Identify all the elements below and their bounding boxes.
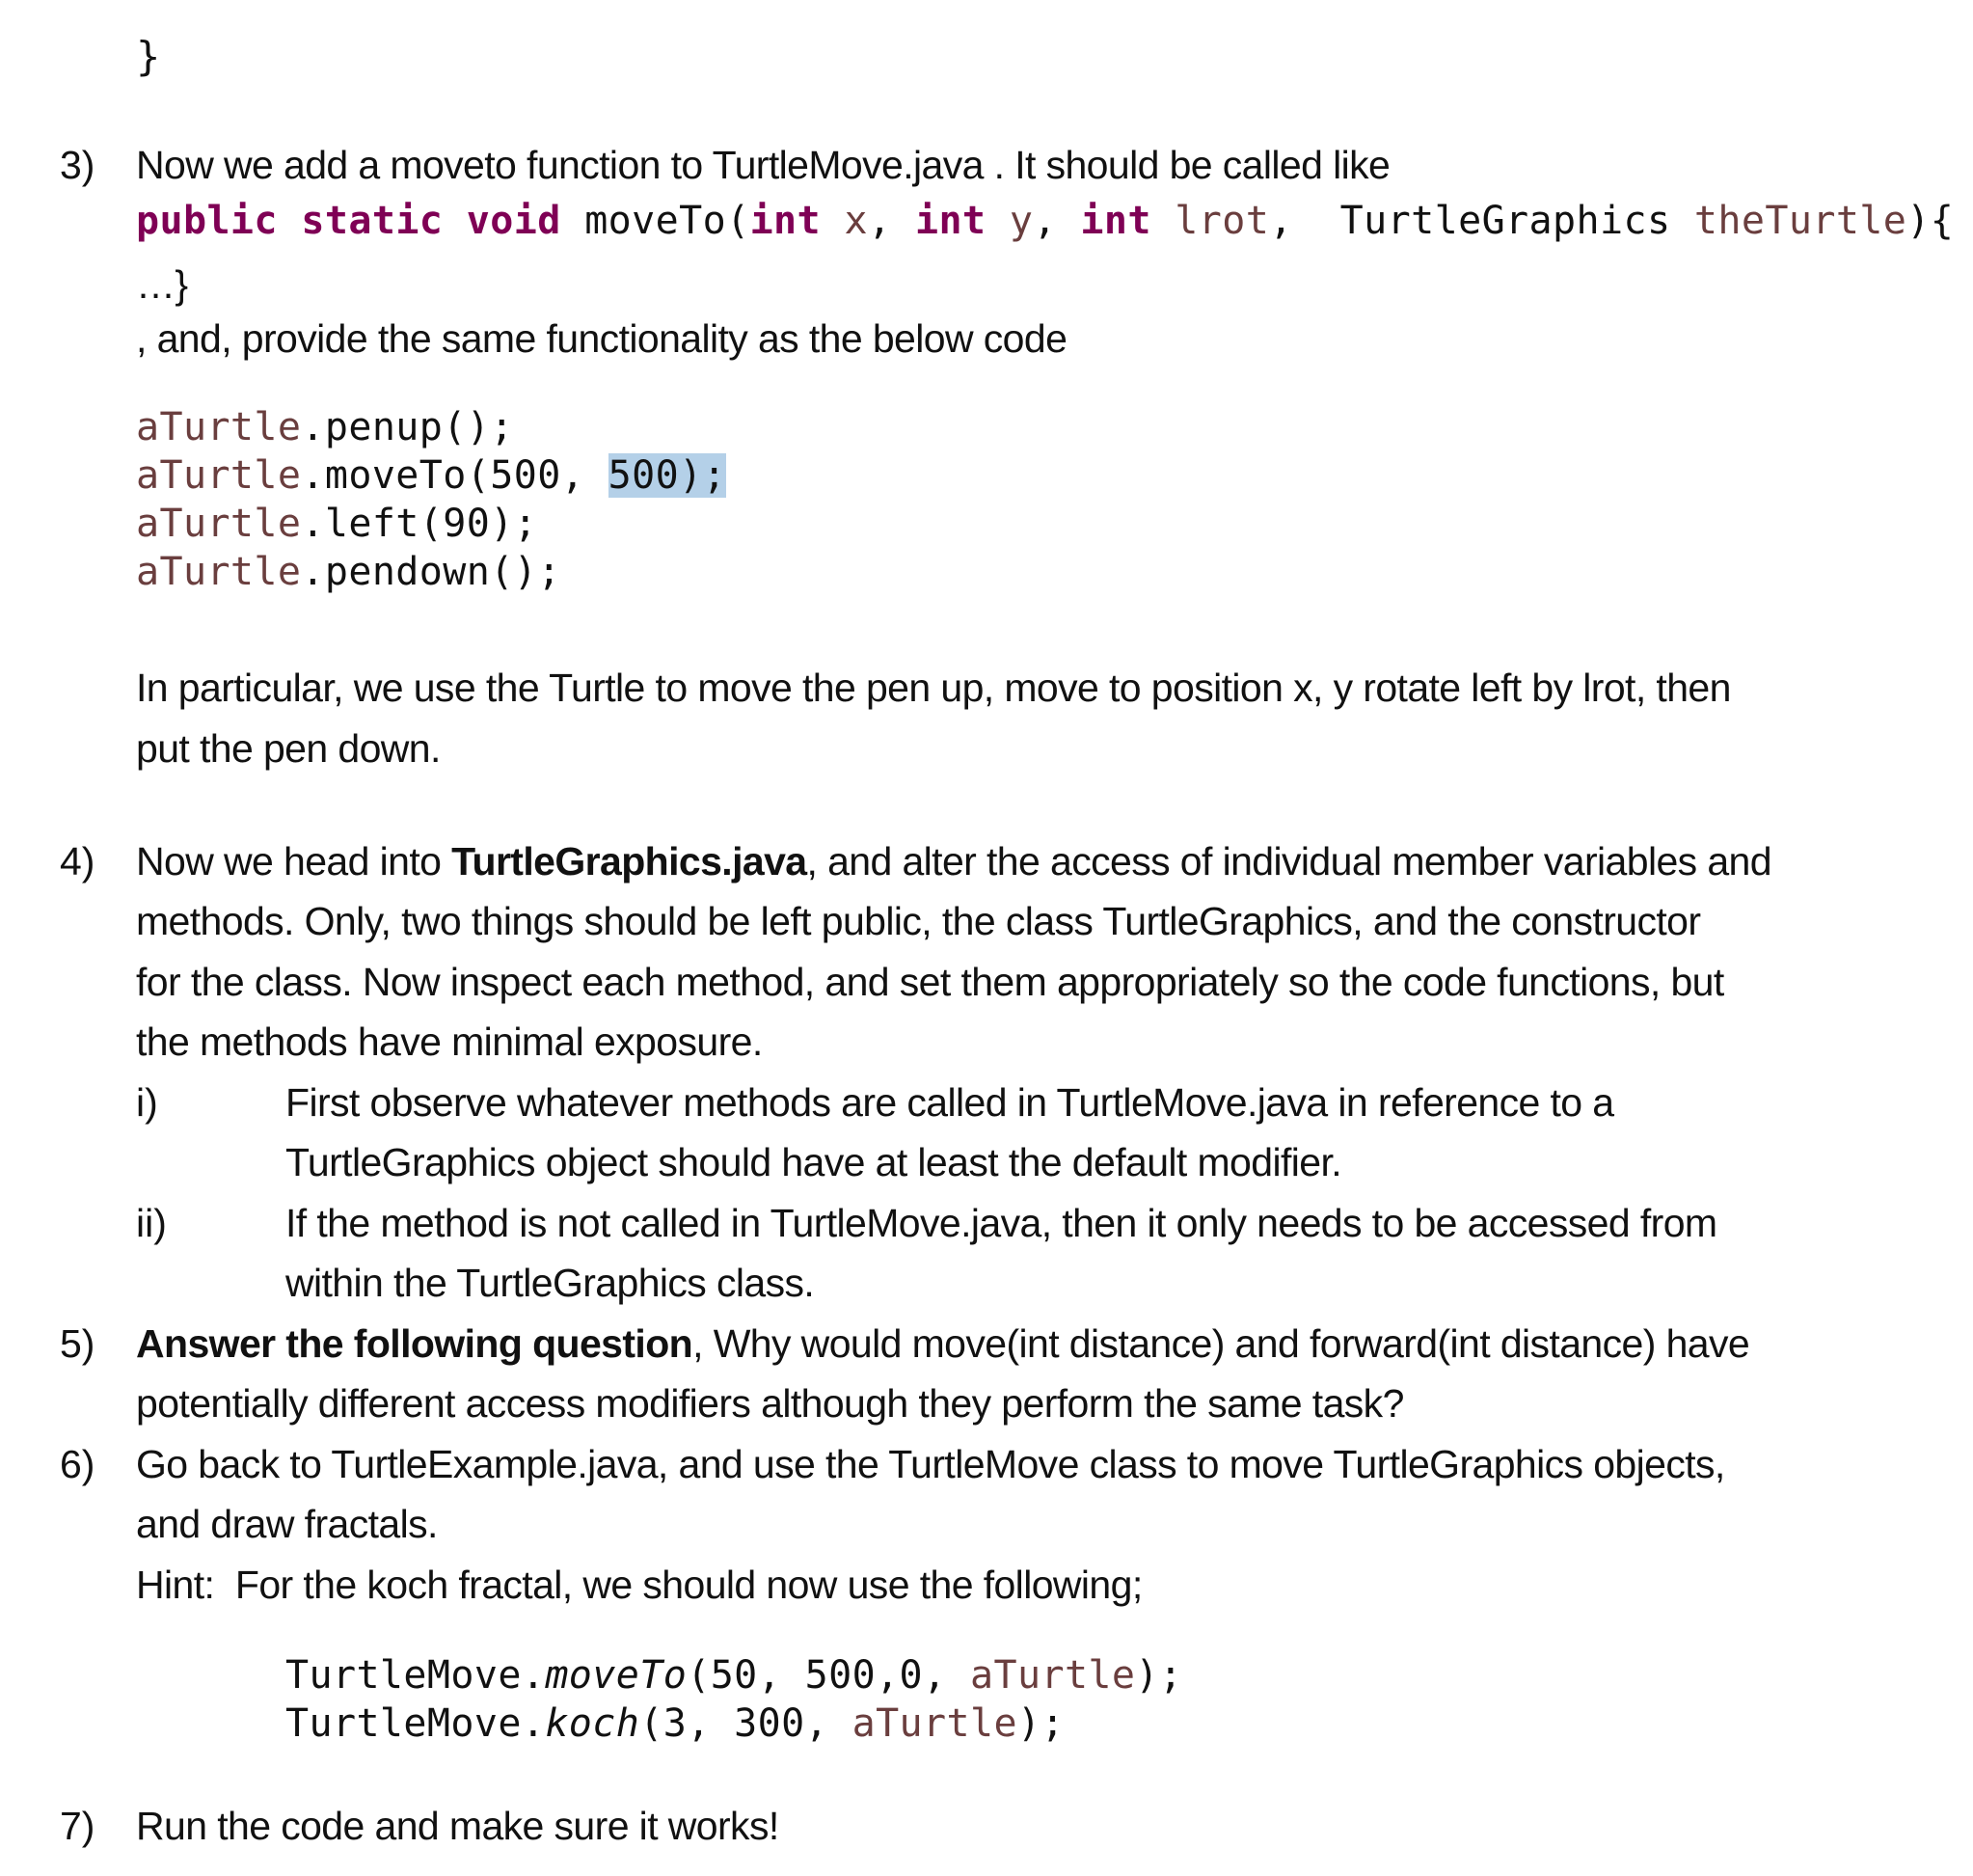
closing-brace: } (136, 33, 161, 80)
sub-item-ii-number: ii) (136, 1201, 167, 1245)
code-class: TurtleMove. (285, 1701, 546, 1746)
sub-item-i-line-1: First observe whatever methods are called in TurtleMove.java in reference to a (285, 1080, 1614, 1125)
item-3-and-line: , and, provide the same functionality as the below code (136, 316, 1068, 361)
code-var: aTurtle (970, 1653, 1136, 1698)
code-args: (50, 500,0, (687, 1653, 971, 1698)
method-name: moveTo( (560, 199, 750, 243)
sig-comma: , (868, 199, 915, 243)
code-class: TurtleMove. (285, 1653, 546, 1698)
code-call: .pendown(); (301, 550, 561, 594)
code-var: aTurtle (851, 1701, 1017, 1746)
item-6-number: 6) (60, 1442, 95, 1486)
param-theturtle: theTurtle (1693, 199, 1907, 243)
item-6-hint: Hint: For the koch fractal, we should now use the following; (136, 1563, 1143, 1607)
item-4-line-3: for the class. Now inspect each method, and set them appropriately so the code functions, but (136, 960, 1724, 1004)
kw-public: public (136, 199, 278, 243)
item-4-post: , and alter the access of individual member variables and (806, 839, 1771, 884)
item-6-line-2: and draw fractals. (136, 1502, 438, 1546)
code-args: (3, 300, (639, 1701, 852, 1746)
code-line-moveto (136, 451, 726, 500)
sig-comma: , (1033, 199, 1081, 243)
code-call: .penup(); (301, 405, 514, 449)
item-4-filename: TurtleGraphics.java (451, 839, 807, 884)
code-var: aTurtle (136, 550, 302, 594)
item-7-line-1: Run the code and make sure it works! (136, 1804, 779, 1848)
code-selection-highlight: 500); (608, 453, 727, 498)
sig-close: ){ (1906, 199, 1955, 243)
sub-item-ii-line-2: within the TurtleGraphics class. (285, 1261, 815, 1305)
sub-item-i-number: i) (136, 1080, 158, 1125)
param-x: x (821, 199, 868, 243)
method-signature (136, 197, 1954, 245)
item-3-para-line-2: put the pen down. (136, 726, 441, 771)
item-5-question-label: Answer the following question (136, 1321, 693, 1366)
code-var: aTurtle (136, 502, 302, 546)
item-3-intro: Now we add a moveto function to TurtleMove.java . It should be called like (136, 143, 1391, 187)
code-end: ); (1135, 1653, 1183, 1698)
kw-int: int (914, 199, 986, 243)
item-3-number: 3) (60, 143, 95, 187)
item-5-line-2: potentially different access modifiers although they perform the same task? (136, 1381, 1404, 1426)
sub-item-ii-line-1: If the method is not called in TurtleMove.java, then it only needs to be accessed from (285, 1201, 1717, 1245)
item-4-line-4: the methods have minimal exposure. (136, 1020, 763, 1064)
item-7-number: 7) (60, 1804, 95, 1848)
item-4-number: 4) (60, 839, 95, 884)
code-line-tm-moveto (285, 1651, 1182, 1699)
code-line-left (136, 500, 537, 548)
param-lrot: lrot (1150, 199, 1270, 243)
sub-item-i-line-2: TurtleGraphics object should have at least the default modifier. (285, 1140, 1342, 1184)
code-var: aTurtle (136, 405, 302, 449)
code-var: aTurtle (136, 453, 302, 498)
item-5-number: 5) (60, 1321, 95, 1366)
code-call: .moveTo(500, (301, 453, 608, 498)
kw-void: void (466, 199, 561, 243)
param-y: y (986, 199, 1034, 243)
code-call: .left(90); (301, 502, 538, 546)
code-line-tm-koch (285, 1699, 1065, 1748)
kw-static: static (301, 199, 444, 243)
sig-type: , TurtleGraphics (1269, 199, 1694, 243)
item-3-para-line-1: In particular, we use the Turtle to move the pen up, move to position x, y rotate left by lrot, then (136, 666, 1731, 710)
code-method: koch (545, 1701, 640, 1746)
item-4-line-2: methods. Only, two things should be left public, the class TurtleGraphics, and the constructor (136, 899, 1701, 943)
item-6-line-1: Go back to TurtleExample.java, and use the TurtleMove class to move TurtleGraphics objects, (136, 1442, 1725, 1486)
code-end: ); (1016, 1701, 1065, 1746)
kw-int: int (1080, 199, 1151, 243)
item-5-line-1 (136, 1314, 1749, 1373)
code-method: moveTo (545, 1653, 688, 1698)
code-line-penup (136, 403, 514, 451)
item-5-question: , Why would move(int distance) and forward(int distance) have (692, 1321, 1750, 1366)
item-4-line-1 (136, 831, 1771, 891)
kw-int: int (749, 199, 822, 243)
code-line-pendown (136, 548, 561, 596)
item-3-ellipsis: …} (136, 262, 188, 307)
item-4-pre: Now we head into (136, 839, 452, 884)
